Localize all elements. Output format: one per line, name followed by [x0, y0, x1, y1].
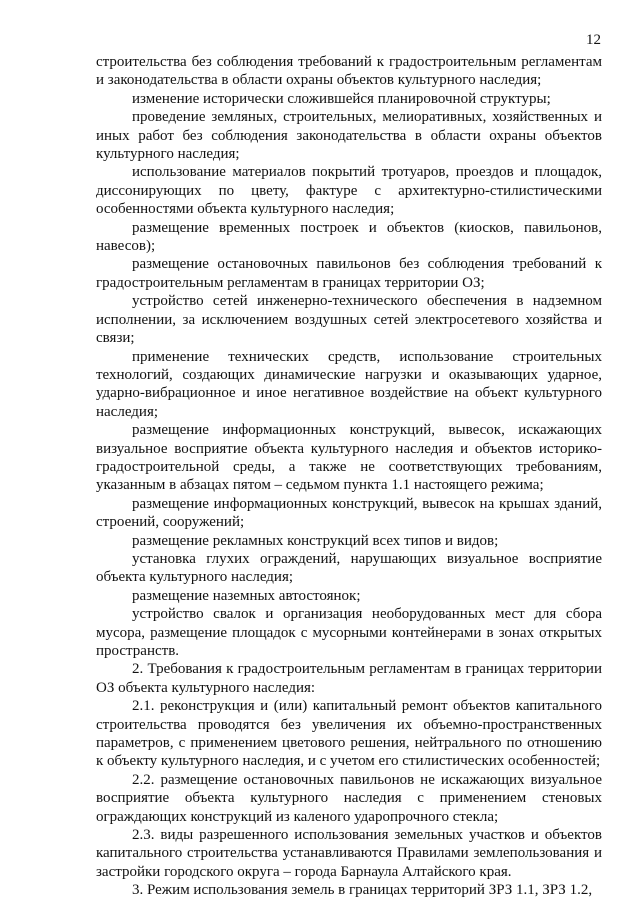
paragraph: изменение исторически сложившейся планировочной структуры;	[132, 90, 551, 107]
document-body	[96, 53, 602, 900]
paragraph: 2.1. реконструкция и (или) капитальный ремонт объектов капитального строительства проводятся без увеличения их объемно-пространственных параметров, с применением цветового решения, нейтрального по отношению к объекту культурного наследия, и с учетом его стилистических особенностей;	[96, 698, 602, 770]
paragraph: 2.2. размещение остановочных павильонов не искажающих визуальное восприятие объекта культурного наследия с применением стеновых ограждающих конструкций из каленого ударопрочного стекла;	[96, 771, 602, 825]
paragraph: строительства без соблюдения требований к градостроительным регламентам и законодательства в области охраны объектов культурного наследия;	[96, 54, 602, 89]
paragraph: установка глухих ограждений, нарушающих визуальное восприятие объекта культурного наследия;	[96, 550, 602, 586]
paragraph: размещение рекламных конструкций всех типов и видов;	[132, 532, 499, 549]
paragraph: размещение наземных автостоянок;	[132, 587, 361, 604]
page-number: 12	[586, 32, 601, 48]
paragraph: размещение информационных конструкций, вывесок на крышах зданий, строений, сооружений;	[96, 495, 602, 531]
paragraph: 2.3. виды разрешенного использования земельных участков и объектов капитального строительства устанавливаются Правилами землепользования и застройки городского округа – города Барнаула Алтайского края.	[96, 827, 602, 880]
paragraph: размещение остановочных павильонов без соблюдения требований к градостроительным регламентам в границах территории ОЗ;	[96, 256, 602, 291]
paragraph: размещение информационных конструкций, вывесок, искажающих визуальное восприятие объекта культурного наследия и объектов историко-градостроительной среды, а также не соответствующих требованиям, указанным в абзацах пятом – седьмом пункта 1.1 настоящего режима;	[96, 422, 602, 494]
paragraph: устройство сетей инженерно-технического обеспечения в надземном исполнении, за исключением воздушных сетей электросетевого хозяйства и связи;	[96, 293, 602, 347]
paragraph: применение технических средств, использование строительных технологий, создающих динамические нагрузки и оказывающих ударное, ударно-вибрационное и иное негативное воздействие на объект культурного наследия;	[96, 348, 602, 420]
paragraph: размещение временных построек и объектов (киосков, павильонов, навесов);	[96, 219, 602, 255]
paragraph: устройство свалок и организация необорудованных мест для сбора мусора, размещение площадок с мусорными контейнерами в зонах открытых пространств.	[96, 606, 602, 659]
paragraph: 2. Требования к градостроительным регламентам в границах территории ОЗ объекта культурного наследия:	[96, 661, 602, 696]
paragraph: использование материалов покрытий тротуаров, проездов и площадок, диссонирующих по цвету, фактуре с архитектурно-стилистическими особенностями объекта культурного наследия;	[96, 164, 602, 218]
paragraph: 3. Режим использования земель в границах территорий ЗРЗ 1.1, ЗРЗ 1.2,	[132, 882, 593, 899]
paragraph: проведение земляных, строительных, мелиоративных, хозяйственных и иных работ без соблюдения законодательства в области охраны объектов культурного наследия;	[96, 109, 602, 163]
